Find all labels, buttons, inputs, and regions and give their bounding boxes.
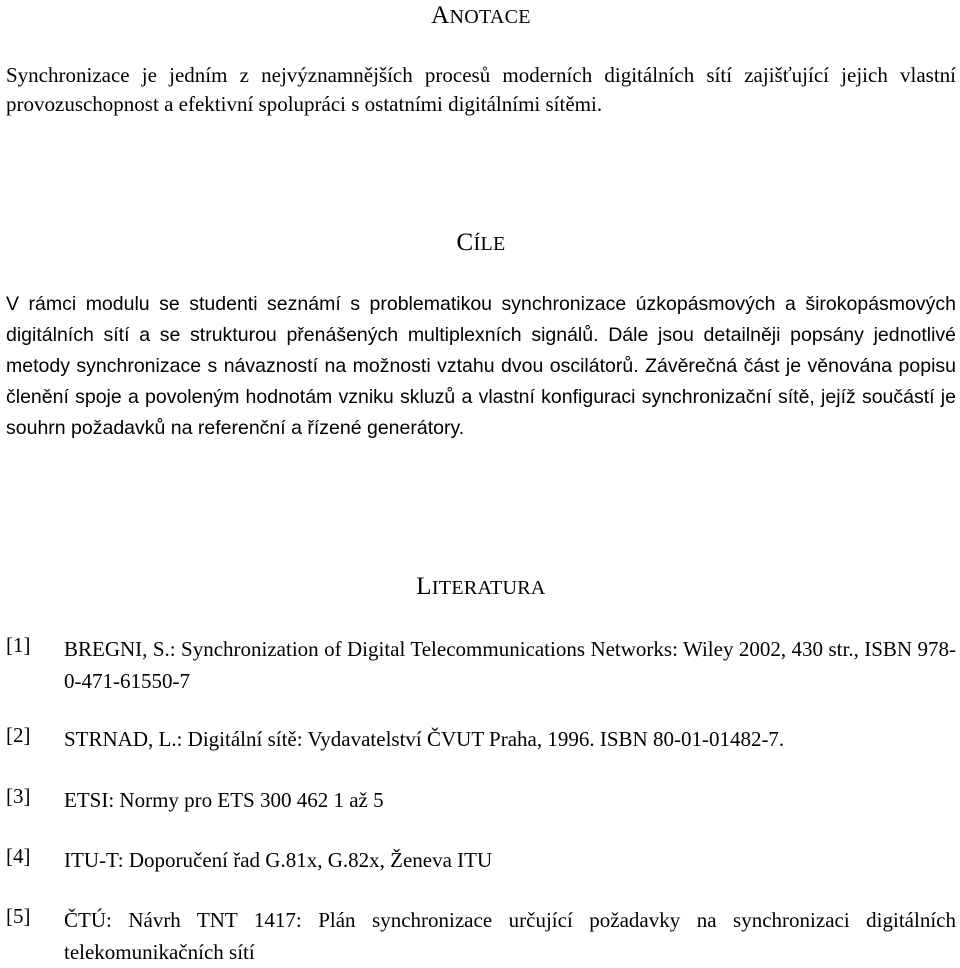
cile-heading: CÍLE (456, 229, 506, 256)
anotace-heading: ANOTACE (431, 2, 531, 29)
reference-item (6, 633, 956, 697)
reference-item (6, 723, 956, 755)
reference-text: ITU-T: Doporučení řad G.81x, G.82x, Ženeva ITU (64, 848, 493, 872)
reference-number: [3] (6, 784, 31, 808)
reference-item (6, 784, 956, 816)
reference-number: [2] (6, 723, 31, 747)
reference-text: STRNAD, L.: Digitální sítě: Vydavatelství ČVUT Praha, 1996. ISBN 80-01-01482-7. (64, 727, 785, 751)
anotace-paragraph: Synchronizace je jedním z nejvýznamnějších procesů moderních digitálních sítí zajišťující jejich vlastní provozuschopnost a efektivní spolupráci s ostatními digitálními sítěmi. (6, 63, 956, 116)
reference-number: [5] (6, 904, 31, 928)
cile-paragraph: V rámci modulu se studenti seznámí s problematikou synchronizace úzkopásmových a širokopásmových digitálních sítí a se strukturou přenášených multiplexních signálů. Dále jsou detailněji popsány jednotlivé metody synchronizace s návazností na možnosti vztahu dvou oscilátorů. Závěrečná část je věnována popisu členění spoje a povoleným hodnotám vzniku skluzů a vlastní konfiguraci synchronizační sítě, jejíž součástí je souhrn požadavků na referenční a řízené generátory. (6, 293, 956, 439)
reference-number: [1] (6, 633, 31, 657)
reference-number: [4] (6, 844, 31, 868)
reference-item (6, 904, 956, 968)
reference-item (6, 844, 956, 876)
reference-text: ETSI: Normy pro ETS 300 462 1 až 5 (64, 788, 384, 812)
reference-text: BREGNI, S.: Synchronization of Digital Telecommunications Networks: Wiley 2002, 430 str., ISBN 978-0-471-61550-7 (64, 637, 956, 693)
reference-text: ČTÚ: Návrh TNT 1417: Plán synchronizace určující požadavky na synchronizaci digitálních telekomunikačních sítí (64, 908, 956, 964)
literatura-heading: LITERATURA (416, 573, 546, 600)
